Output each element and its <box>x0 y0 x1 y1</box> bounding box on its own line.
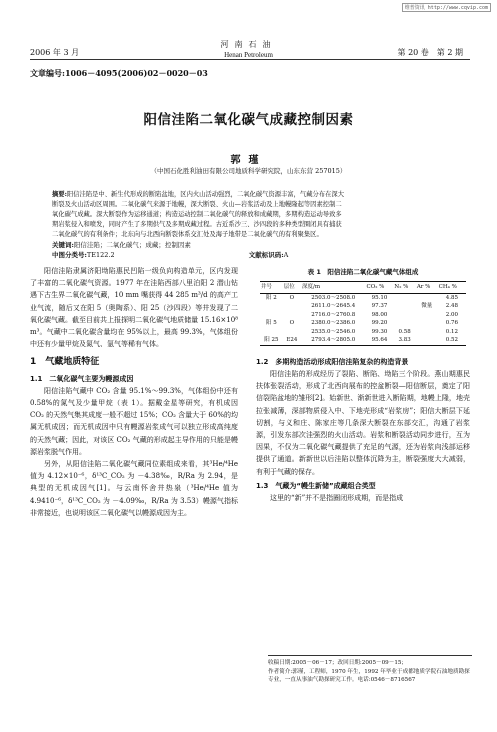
table-header-cell: CO₂ % <box>366 282 394 294</box>
header-date: 2006 年 3 月 <box>30 48 80 57</box>
table-cell: 0.12 <box>445 328 458 335</box>
keywords: 阳信洼陷；二氧化碳气；成藏；控制因素 <box>73 241 191 249</box>
right-column <box>256 266 470 504</box>
table-cell <box>260 311 283 320</box>
section-1-title: 1 气藏地质特征 <box>30 357 100 368</box>
clc-label: 中图分类号: <box>52 251 87 259</box>
table-cell: 2.48 <box>445 303 458 310</box>
watermark: 维普资讯 http://www.cqvip.com <box>402 3 491 12</box>
classification-row <box>52 250 442 260</box>
table-cell: 95.10 <box>371 294 388 301</box>
table-cell: E24 <box>283 336 301 345</box>
body-paragraph: 另外，从阳信洼陷二氧化碳气藏同位素组成来看，其³He/⁴He 值为 4.12×10⁻⁶，δ¹³C_CO₂ 为 －4.38‰，R/Ra 为 2.94，是典型的无机成因气[1]。与云南怀舍井热泉（³He/⁴He 值为 4.9410⁻⁶，δ¹³C_CO₂ 为 －4.09‰，R/Ra 为 3.53）幔源气指标非常接近，也说明该区二氧化碳气以幔源成因为主。 <box>30 460 238 517</box>
table-1-caption: 表 1 阳信洼陷二氧化碳气藏气体组成 <box>307 268 419 276</box>
table-cell: 4.85 <box>445 294 458 301</box>
table-cell: O <box>289 294 295 301</box>
table-1 <box>260 281 466 346</box>
table-cell: 3.83 <box>393 336 415 345</box>
table-cell <box>416 336 438 345</box>
table-cell: 2503.0～2508.0 <box>311 294 356 301</box>
table-cell: 微量 <box>421 303 433 310</box>
doc-code: A <box>283 251 289 259</box>
table-cell <box>393 311 415 320</box>
body-paragraph: 阳信洼陷气藏中 CO₂ 含量 95.1%～99.3%，气体组份中还有 0.58%的氮气及少量甲烷（表 1）。据戴金星等研究，有机成因 CO₂ 的天然气集其成度一般不超过 15%；CO₂ 含量大于 60%的均属无机成因；而无机成因中只有幔源岩浆成气可以独立形成高纯度的天然气藏；因此，对该区 CO₂ 气藏的形成起主导作用的只能是幔源岩浆脱气作用。 <box>30 386 238 456</box>
journal-name-cn: 河南石油 <box>220 40 277 49</box>
table-cell <box>416 328 438 337</box>
abstract-label: 摘要: <box>52 191 67 198</box>
table-cell <box>393 293 415 302</box>
table-cell <box>416 319 438 328</box>
table-cell <box>416 293 438 302</box>
table-row <box>260 302 466 311</box>
abstract-line <box>52 190 442 200</box>
table-cell <box>283 311 301 320</box>
article-number: 文章编号:1006－4095(2006)02－0020－03 <box>30 68 208 78</box>
table-cell <box>283 328 301 337</box>
table-row <box>260 336 466 345</box>
table-row <box>260 319 466 328</box>
table-cell: 97.37 <box>371 303 388 310</box>
table-row <box>260 328 466 337</box>
table-cell: 99.30 <box>371 328 388 335</box>
header-volume: 第 20 卷 第 2 期 <box>397 48 463 57</box>
abstract-line: 断裂及火山活动区周围。二氧化碳气来源于地幔，深大断裂、火山—岩浆活动及上地幔隆起等因素控制二 <box>52 201 342 208</box>
affiliation: （中国石化胜利油田有限公司地质科学研究院，山东东营 257015） <box>150 167 347 175</box>
table-cell: 2611.0～2645.4 <box>311 303 356 310</box>
table-cell: 阳 2 <box>266 294 277 301</box>
table-cell <box>393 302 415 311</box>
table-header-cell: 层位 <box>283 282 301 294</box>
table-cell: 98.00 <box>371 311 388 318</box>
paper-title: 阳信洼陷二氧化碳气成藏控制因素 <box>143 112 354 128</box>
table-header-row <box>260 282 466 294</box>
doc-code-label: 文献标识码: <box>248 251 284 259</box>
intro-paragraph: 阳信洼陷隶属济阳坳陷惠民凹陷一级负向构造单元，区内发现了丰富的二氧化碳气资源。1977 年在洼陷西部八里泊阳 2 潜山钻遇下古生界二氧化碳气藏，10 mm 嘴获得 44 285 m³/d 的高产工业气流，随后又在阳 5（奥陶系）、阳 25（沙四段）等井发现了二氧化碳气藏。截至目前共上报探明二氧化碳气地质储量 15.16×10⁸ m³。气藏中二氧化碳含量均在 95%以上，最高 99.3%，气体组份中还有少量甲烷及氮气、氩气等稀有气体。 <box>30 267 238 349</box>
table-cell <box>260 328 283 337</box>
footnote <box>268 655 472 685</box>
table-row <box>260 293 466 302</box>
table-cell: 0.76 <box>445 320 458 327</box>
subsection-1-2-title: 1.2 多期构造活动形成阳信洼陷复杂的构造背景 <box>256 357 409 366</box>
footnote-received: 收稿日期:2005－06－17；改回日期:2005－09－15； <box>268 660 408 666</box>
table-cell: 2793.4～2805.0 <box>301 336 365 345</box>
abstract-line: 氧化碳气成藏。深大断裂作为运移通道；构造运动控制二氧化碳气的释放和成藏期，多期构造运动导致多 <box>52 211 342 218</box>
abstract-block <box>52 190 442 260</box>
table-cell <box>283 302 301 311</box>
table-cell: 2380.0～2386.0 <box>311 320 356 327</box>
journal-name-en: Henan Petroleum <box>224 51 273 59</box>
abstract-line-text: 阳信洼陷是中、新生代形成的断陷盆地，区内火山活动强烈，二氧化碳气资源丰富，气藏分布在深大 <box>66 191 344 198</box>
table-header-cell: N₂ % <box>393 282 415 294</box>
table-header-cell: Ar % <box>416 282 438 294</box>
table-cell: 0.58 <box>398 328 411 335</box>
clc-code: TE122.2 <box>86 251 115 259</box>
table-cell <box>393 319 415 328</box>
abstract-line: 二氧化碳气的有利条件；北东向与北西向断裂体系交汇处及海子地带是二氧化碳气的有利聚集区。 <box>52 231 323 238</box>
abstract-line: 期岩浆侵入和喷发，同时产生了多期供气及多期成藏过程。古近系沙三、沙四段的多种类型圈闭具有捕获 <box>52 221 342 228</box>
keywords-row <box>52 240 442 250</box>
subsection-1-1-title: 1.1 二氧化碳气主要为幔源成因 <box>30 374 134 383</box>
table-cell: 95.64 <box>366 336 394 345</box>
table-cell: 2535.0～2546.0 <box>311 328 356 335</box>
table-cell: O <box>289 320 295 327</box>
table-cell: 2.00 <box>445 311 458 318</box>
table-row <box>260 311 466 320</box>
table-header-cell: 井号 <box>260 282 283 294</box>
table-cell <box>416 311 438 320</box>
body-paragraph: 阳信洼陷的形成经历了裂陷、断陷、坳陷三个阶段。燕山期惠民扶体张裂活动，形成了北西向展布的控盆断裂—阳信断层，奠定了阳信裂陷盆地的雏形[2]。始新世、渐新世进入断陷期，地幔上隆，地壳拉张减薄，深部物质侵入中、下地壳形成“岩浆房”；阳信大断层下延切割，与义和庄、陈家庄等几条深大断裂在东部交汇，沟通了岩浆源，引发东部次洼强烈的火山活动。岩浆和断裂活动同步进行，互为因果，不仅为二氧化碳气藏提供了充足的气源，还为岩浆向浅部运移提供了通道。新新世以后洼陷以整体沉降为主，断裂强度大大减弱，有利于气藏的保存。 <box>256 369 470 476</box>
keywords-label: 关键词: <box>52 241 74 249</box>
table-cell: 0.52 <box>438 336 466 345</box>
table-cell: 2716.0～2760.8 <box>311 311 356 318</box>
table-cell: 阳 5 <box>266 320 277 327</box>
table-cell: 99.20 <box>371 320 388 327</box>
table-header-cell: CH₄ % <box>438 282 466 294</box>
table-cell <box>260 302 283 311</box>
left-column <box>30 265 238 519</box>
body-paragraph: 这里的“新”并不是指圈闭形成期，而是指成 <box>270 493 404 502</box>
footnote-author-bio: 作者简介:郭瑾，工程师，1970 年生，1992 年毕业于成都地质学院石油地质勘探专业，一直从事油气勘探研究工作。电话:0546－8716567 <box>268 668 470 683</box>
subsection-1-3-title: 1.3 气藏为“幔生新储”成藏组合类型 <box>256 481 376 490</box>
author: 郭瑾 <box>230 155 267 166</box>
table-cell: 阳 25 <box>260 336 283 345</box>
table-header-cell: 深度/m <box>301 282 365 294</box>
header-divider <box>30 59 470 60</box>
